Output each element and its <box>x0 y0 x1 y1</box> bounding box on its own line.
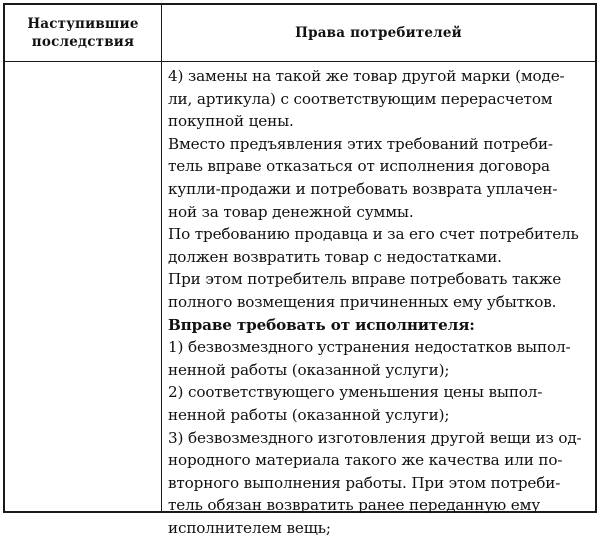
text-line: полного возмещения причиненных ему убытков. <box>168 292 557 311</box>
text-line: ненной работы (оказанной услуги); <box>168 360 450 379</box>
text-line: По требованию продавца и за его счет потребитель <box>168 225 579 244</box>
header-consequences-line-1: Наступившие <box>27 16 139 32</box>
text-line: 4) замены на такой же товар другой марки (моде- <box>168 67 565 85</box>
header-consumer-rights-label: Права потребителей <box>295 25 462 41</box>
column-divider <box>161 5 162 511</box>
consumer-rights-table <box>3 3 597 537</box>
text-line: 3) безвозмездного изготовления другой вещи из од- <box>168 428 582 447</box>
text-line: 2) соответствующего уменьшения цены выпол- <box>168 383 543 402</box>
text-line: 1) безвозмездного устранения недостатков выпол- <box>168 338 571 357</box>
section-heading-line: Вправе требовать от исполнителя: <box>168 315 475 334</box>
text-line: ли, артикула) с соответствующим перерасчетом <box>168 89 553 108</box>
text-line: При этом потребитель вправе потребовать также <box>168 270 562 289</box>
text-line: нородного материала такого же качества или по- <box>168 451 563 470</box>
header-divider <box>5 61 595 62</box>
header-consequences <box>5 5 161 61</box>
header-consequences-line-2: последствия <box>31 34 135 50</box>
text-line: ной за товар денежной суммы. <box>168 202 414 221</box>
text-line: покупной цены. <box>168 112 294 131</box>
text-line: тель вправе отказаться от исполнения договора <box>168 157 550 176</box>
text-line: тель обязан возвратить ранее переданную ему <box>168 496 541 515</box>
rights-text-cell <box>168 65 591 539</box>
text-line: исполнителем вещь; <box>168 518 331 537</box>
header-consumer-rights <box>162 5 595 61</box>
text-line: Вместо предъявления этих требований потреби- <box>168 134 553 153</box>
text-line: ненной работы (оказанной услуги); <box>168 405 450 424</box>
text-line: вторного выполнения работы. При этом потреби- <box>168 473 561 492</box>
text-line: должен возвратить товар с недостатками. <box>168 247 502 266</box>
text-line: купли-продажи и потребовать возврата уплачен- <box>168 179 558 198</box>
